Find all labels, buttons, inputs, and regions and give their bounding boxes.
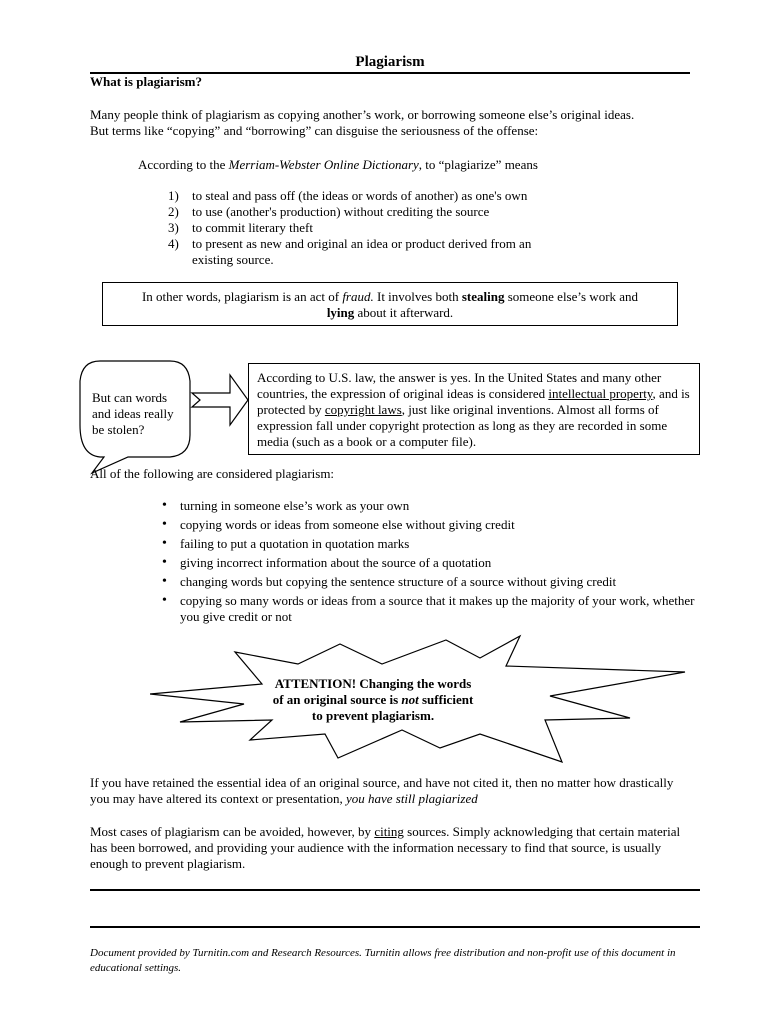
definition-item [168,204,588,220]
attention-line: to prevent plagiarism. [311,708,435,723]
bubble-question: But can words and ideas really be stolen? [92,390,174,437]
lying-word: lying [326,305,355,320]
list-item: • changing words but copying the sentence structure of a source without giving credit [162,574,702,590]
avoid-text: sources. Simply acknowledging that certain material has been borrowed, and providing your audience with the information necessary to find that source, is usually enough to prevent plagiarism. [90,824,681,871]
definition-list [168,188,588,268]
page-title: Plagiarism [355,54,425,70]
answer-text: , just like original inventions. Almost all forms of expression fall under copyright protection as long as they are recorded in some media (such as a book or a computer file). [257,402,668,449]
intro-line-1: Many people think of plagiarism as copying another’s work, or borrowing someone else’s original ideas. [90,107,635,122]
list-item: • copying words or ideas from someone else without giving credit [162,517,702,533]
summary-text: It involves both [373,289,462,304]
plagiarism-list [162,498,702,628]
retained-text: If you have retained the essential idea of an original source, and have not cited it, then no matter how drastically you may have altered its context or presentation, [90,775,674,806]
avoid-paragraph [90,824,695,872]
attention-text: of an original source is [272,692,402,707]
copyright-laws-term: copyright laws [324,402,402,417]
definition-text: According to the [138,157,229,172]
list-intro: All of the following are considered plagiarism: [90,466,335,481]
dictionary-name: Merriam-Webster Online Dictionary [228,157,419,172]
item-number: 4) [168,236,179,251]
definition-text-end: , to “plagiarize” means [418,157,538,172]
arrow-right-icon [192,375,248,425]
attention-text: sufficient [418,692,474,707]
item-text: to commit literary theft [192,220,313,235]
attention-line [258,692,488,708]
summary-text: someone else’s work and [504,289,639,304]
stealing-word: stealing [461,289,505,304]
item-text: to use (another's production) without crediting the source [192,204,490,219]
item-number: 2) [168,204,179,219]
attention-line: ATTENTION! Changing the words [274,676,472,691]
citing-term: citing [374,824,404,839]
not-word: not [401,692,419,707]
definition-intro [138,157,678,173]
list-item: • turning in someone else’s work as your own [162,498,702,514]
divider-rule [90,926,700,928]
retained-paragraph [90,775,695,807]
section-heading: What is plagiarism? [90,74,202,89]
list-item: • giving incorrect information about the source of a quotation [162,555,702,571]
item-number: 3) [168,220,179,235]
summary-text: In other words, plagiarism is an act of [141,289,343,304]
answer-text: , and is protected by [257,386,690,417]
fraud-word: fraud. [342,289,374,304]
item-text: to steal and pass off (the ideas or words of another) as one's own [192,188,528,203]
list-item: • failing to put a quotation in quotation marks [162,536,702,552]
intro-line-2: But terms like “copying” and “borrowing” can disguise the seriousness of the offense: [90,123,539,138]
item-number: 1) [168,188,179,203]
definition-item [168,188,588,204]
footer-note: Document provided by Turnitin.com and Research Resources. Turnitin allows free distribution and non-profit use of this document in educational settings. [90,947,676,974]
intellectual-property-term: intellectual property [548,386,653,401]
list-item: • copying so many words or ideas from a source that it makes up the majority of your work, whether you give credit or not [162,593,702,625]
answer-box [248,363,700,455]
divider-rule [90,889,700,891]
summary-text: about it afterward. [354,305,454,320]
answer-text: According to U.S. law, the answer is yes. In the United States and many other countries, the expression of original ideas is considered [257,370,662,401]
attention-callout [258,676,488,724]
item-text: to present as new and original an idea or product derived from an existing source. [192,236,532,267]
still-plagiarized-phrase: you have still plagiarized [345,791,478,806]
definition-item [168,220,588,236]
avoid-text: Most cases of plagiarism can be avoided, however, by [90,824,375,839]
definition-item [168,236,572,268]
summary-box [102,282,678,326]
intro-paragraph [90,107,710,139]
